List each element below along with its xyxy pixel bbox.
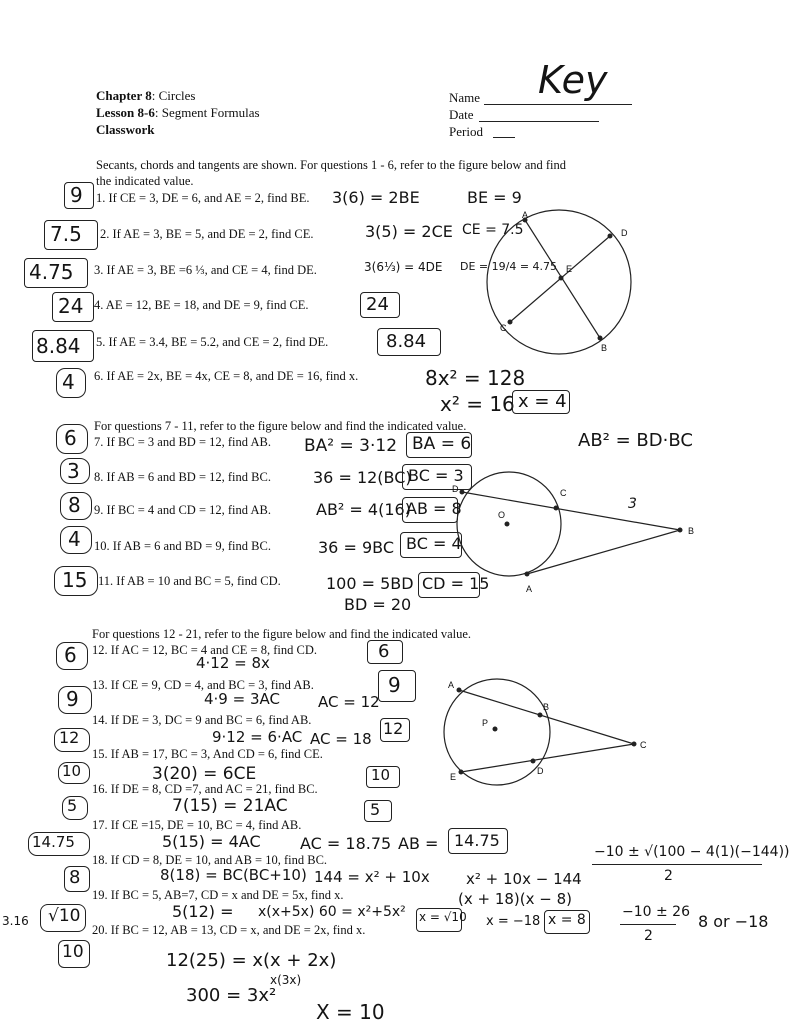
answer-q8: BC = 3: [408, 466, 464, 485]
answer-q19: x = √10: [419, 910, 467, 924]
date-label: Date: [449, 107, 474, 122]
answer-q13: 9: [388, 673, 401, 697]
margin-decimal-q19: 3.16: [2, 914, 29, 928]
work-q12: 4·12 = 8x: [196, 654, 270, 672]
work-q17: 5(15) = 4AC: [162, 832, 261, 851]
fig2-segment-bc-length: 3: [628, 496, 637, 512]
work-q7: BA² = 3·12: [304, 436, 398, 456]
question-1: 1. If CE = 3, DE = 6, and AE = 2, find BE.: [96, 191, 310, 205]
work2-q6: x² = 16: [440, 392, 515, 416]
work-q8: 36 = 12(BC): [313, 468, 412, 487]
work-q10: 36 = 9BC: [318, 538, 394, 557]
section1-intro-line1: Secants, chords and tangents are shown. For questions 1 - 6, refer to the figure below and find: [96, 158, 567, 172]
question-3: 3. If AE = 3, BE =6 ⅓, and CE = 4, find DE.: [94, 263, 317, 277]
work-q9: AB² = 4(16): [316, 500, 411, 519]
quad-result: 8 or −18: [698, 912, 769, 931]
margin-answer-q1: 9: [70, 183, 83, 207]
answer-q1: BE = 9: [467, 188, 522, 207]
fig1-label-d: D: [621, 228, 628, 238]
margin-answer-q8: 3: [67, 459, 80, 483]
quad-work-line1: x² + 10x − 144: [466, 870, 582, 888]
answer-q2: CE = 7.5: [462, 222, 524, 238]
question-20: 20. If BC = 12, AB = 13, CD = x, and DE = 2x, find x.: [92, 923, 366, 937]
answer-q3: DE = 19/4 = 4.75: [460, 260, 558, 273]
margin-answer-q19: √10: [48, 906, 81, 926]
margin-answer-q17: 14.75: [32, 833, 75, 851]
question-13: 13. If CE = 9, CD = 4, and BC = 3, find AB.: [92, 678, 314, 692]
work2-q19: x(x+5x) 60 = x²+5x²: [258, 904, 406, 920]
lesson-label: Lesson 8-6: [96, 105, 155, 120]
answer-q9: AB = 8: [406, 499, 462, 518]
work-q18: 8(18) = BC(BC+10): [160, 866, 307, 884]
quad-work-line2: (x + 18)(x − 8): [458, 890, 573, 908]
secant-tangent-formula: AB² = BD·BC: [578, 430, 693, 451]
margin-answer-q9: 8: [68, 493, 81, 517]
margin-answer-q14: 12: [59, 728, 80, 747]
question-8: 8. If AB = 6 and BD = 12, find BC.: [94, 470, 271, 484]
fig2-label-a: A: [526, 584, 533, 594]
fig3-label-d: D: [537, 766, 544, 776]
fig1-label-b: B: [601, 343, 608, 353]
work-q3: 3(6⅓) = 4DE: [364, 260, 443, 274]
question-9: 9. If BC = 4 and CD = 12, find AB.: [94, 503, 271, 517]
quad-formula: −10 ± √(100 − 4(1)(−144)): [594, 844, 790, 860]
question-18: 18. If CD = 8, DE = 10, and AB = 10, find BC.: [92, 853, 328, 867]
question-17: 17. If CE =15, DE = 10, BC = 4, find AB.: [92, 818, 302, 832]
answer-q12: 6: [378, 641, 390, 662]
question-5: 5. If AE = 3.4, BE = 5.2, and CE = 2, find DE.: [96, 335, 329, 349]
work2-q11: BD = 20: [344, 595, 412, 614]
section3-intro: For questions 12 - 21, refer to the figure below and find the indicated value.: [92, 627, 472, 641]
fig1-label-a: A: [522, 210, 529, 220]
fig2-label-b: B: [688, 526, 695, 536]
name-label: Name: [449, 90, 481, 105]
work2-q18: 144 = x² + 10x: [314, 868, 430, 886]
margin-answer-q4: 24: [58, 294, 84, 318]
work2-q14: AC = 18: [310, 730, 372, 748]
question-16: 16. If DE = 8, CD =7, and AC = 21, find BC.: [92, 782, 318, 796]
margin-answer-q18: 8: [69, 867, 81, 888]
margin-answer-q5: 8.84: [36, 334, 81, 358]
fig3-label-b: B: [543, 702, 550, 712]
fig2-label-o: O: [498, 510, 506, 520]
work-q11: 100 = 5BD: [326, 574, 414, 593]
answer-q17: 14.75: [454, 831, 500, 850]
chapter-title: : Circles: [151, 88, 196, 103]
quad-denominator: 2: [664, 868, 673, 884]
answer-q4: 24: [366, 294, 389, 315]
work2-q20: x(3x): [270, 973, 302, 987]
fig1-label-c: C: [500, 323, 507, 333]
quad-answer: x = 8: [548, 912, 586, 928]
margin-answer-q13: 9: [66, 687, 79, 711]
chapter-label: Chapter 8: [96, 88, 152, 103]
quad-denominator-2: 2: [644, 928, 653, 944]
answer-q11: CD = 15: [422, 574, 490, 593]
margin-answer-q3: 4.75: [29, 260, 74, 284]
margin-answer-q16: 5: [67, 796, 78, 815]
work-q1: 3(6) = 2BE: [332, 188, 420, 207]
work-q20: 12(25) = x(x + 2x): [166, 950, 337, 971]
work-q19: 5(12) =: [172, 902, 234, 921]
question-14: 14. If DE = 3, DC = 9 and BC = 6, find AB.: [92, 713, 312, 727]
answer-q15: 10: [371, 766, 391, 784]
question-2: 2. If AE = 3, BE = 5, and DE = 2, find CE.: [100, 227, 314, 241]
work4-q20: X = 10: [316, 1000, 385, 1024]
margin-answer-q10: 4: [68, 527, 81, 551]
margin-answer-q12: 6: [64, 643, 77, 667]
lesson-title: : Segment Formulas: [154, 105, 260, 120]
margin-answer-q15: 10: [62, 762, 82, 780]
answer-q5: 8.84: [386, 331, 427, 352]
quad-work-line3: x = −18: [486, 914, 541, 929]
period-label: Period: [449, 124, 483, 139]
fig3-label-c: C: [640, 740, 647, 750]
section2-intro: For questions 7 - 11, refer to the figure below and find the indicated value.: [94, 419, 467, 433]
fig3-label-p: P: [482, 718, 489, 728]
question-19: 19. If BC = 5, AB=7, CD = x and DE = 5x, find x.: [92, 888, 344, 902]
work2-q17: AC = 18.75: [300, 834, 392, 853]
question-11: 11. If AB = 10 and BC = 5, find CD.: [98, 574, 281, 588]
question-12: 12. If AC = 12, BC = 4 and CE = 8, find CD.: [92, 643, 317, 657]
quad-line4: −10 ± 26: [622, 904, 690, 920]
work-q6: 8x² = 128: [425, 366, 526, 390]
work-q13: 4·9 = 3AC: [204, 690, 280, 708]
fig3-label-e: E: [450, 772, 457, 782]
fig2-label-c: C: [560, 488, 567, 498]
key-handwriting: Key: [538, 58, 608, 102]
work-q15: 3(20) = 6CE: [152, 764, 257, 784]
work2-q13: AC = 12: [318, 693, 380, 711]
answer-q7: BA = 6: [412, 434, 472, 454]
work-q2: 3(5) = 2CE: [365, 222, 453, 241]
margin-answer-q7: 6: [64, 426, 77, 450]
question-7: 7. If BC = 3 and BD = 12, find AB.: [94, 435, 271, 449]
work3-q17: AB =: [398, 834, 439, 853]
margin-answer-q11: 15: [62, 568, 88, 592]
fig1-label-e: E: [566, 264, 573, 274]
answer-q6: x = 4: [518, 391, 567, 412]
question-6: 6. If AE = 2x, BE = 4x, CE = 8, and DE = 16, find x.: [94, 369, 359, 383]
work-q16: 7(15) = 21AC: [172, 796, 288, 816]
work3-q20: 300 = 3x²: [186, 985, 277, 1006]
classwork-label: Classwork: [96, 122, 155, 137]
margin-answer-q6: 4: [62, 370, 75, 394]
question-4: 4. AE = 12, BE = 18, and DE = 9, find CE.: [94, 298, 309, 312]
fig2-label-d: D: [452, 484, 459, 494]
margin-answer-q20: 10: [62, 942, 84, 962]
answer-q10: BC = 4: [406, 534, 462, 553]
section1-intro-line2: the indicated value.: [96, 174, 194, 188]
question-15: 15. If AB = 17, BC = 3, And CD = 6, find CE.: [92, 747, 323, 761]
work-q14: 9·12 = 6·AC: [212, 728, 303, 746]
margin-answer-q2: 7.5: [50, 222, 82, 246]
question-10: 10. If AB = 6 and BD = 9, find BC.: [94, 539, 271, 553]
fig3-label-a: A: [448, 680, 455, 690]
answer-q14: 12: [383, 719, 404, 738]
answer-q16: 5: [370, 800, 381, 819]
